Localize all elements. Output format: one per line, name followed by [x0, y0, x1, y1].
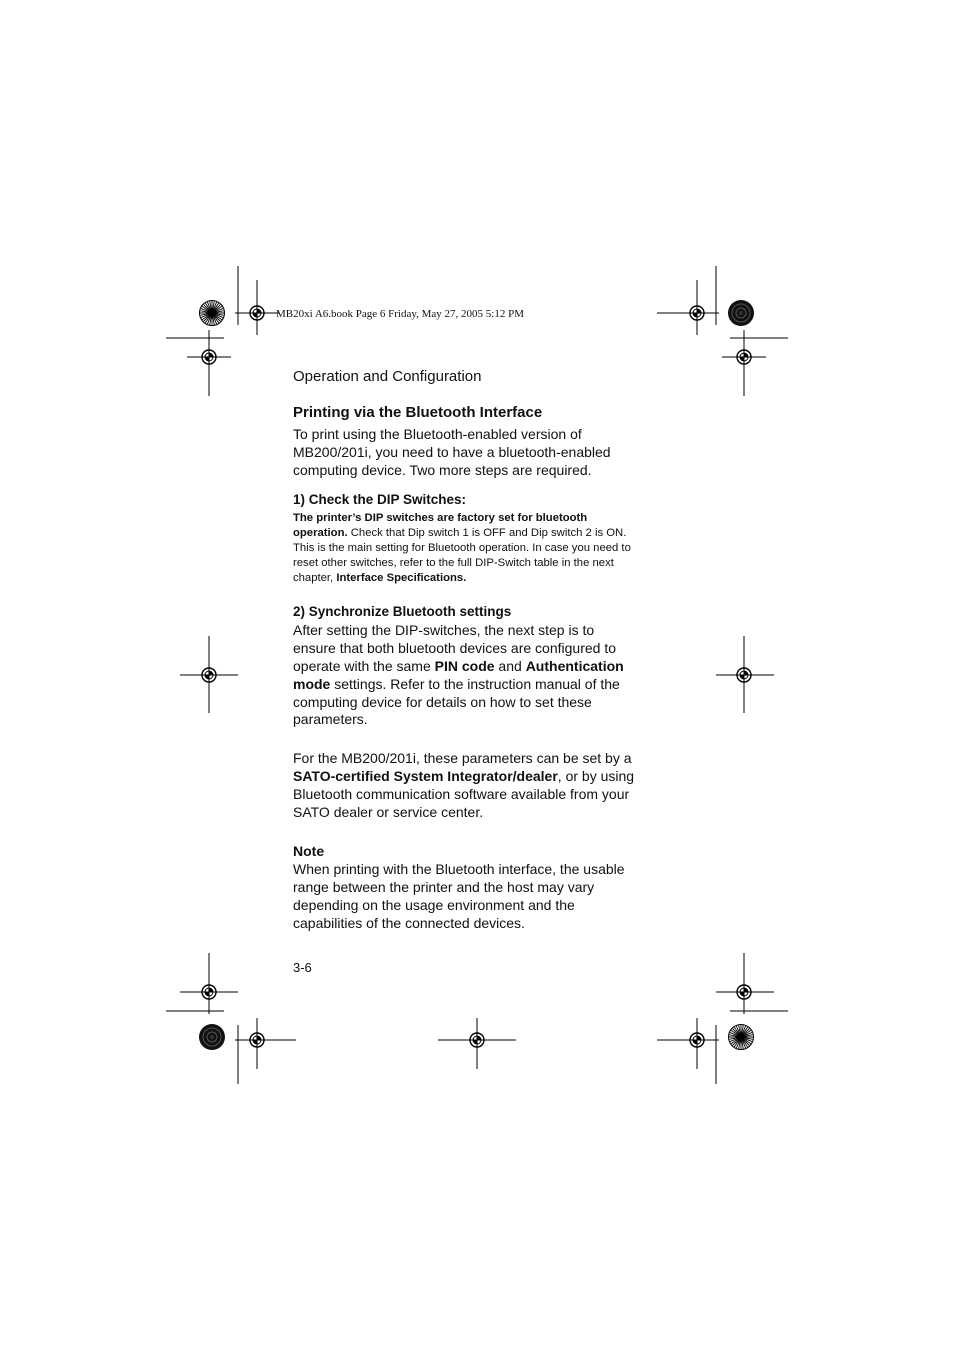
- slug-line: MB20xi A6.book Page 6 Friday, May 27, 2005 5:12 PM: [276, 308, 525, 320]
- note-title: Note: [293, 843, 325, 860]
- step2-paragraph: [293, 622, 638, 729]
- dealer-paragraph: [293, 750, 638, 821]
- step2-bold-auth: Authentication mode: [293, 657, 624, 692]
- dealer-text-a: For the MB200/201i, these parameters can be set by a: [293, 750, 632, 767]
- page-content: [293, 367, 638, 933]
- step1-bold-lead: The printer’s DIP switches are factory set for bluetooth operation.: [293, 512, 588, 540]
- step2-text-b: settings. Refer to the instruction manual of the computing device for details on how to set these parameters.: [293, 675, 620, 728]
- step2-title: 2) Synchronize Bluetooth settings: [293, 604, 512, 620]
- step1-bold-ref: Interface Specifications.: [336, 572, 467, 585]
- intro-paragraph: To print using the Bluetooth-enabled version of MB200/201i, you need to have a bluetooth-enabled computing device. Two more steps are required.: [293, 426, 611, 478]
- section-heading: Printing via the Bluetooth Interface: [293, 404, 543, 421]
- section-header: Operation and Configuration: [293, 368, 482, 385]
- step2-bold-pin: PIN code: [434, 657, 495, 674]
- step2-text-a: After setting the DIP-switches, the next step is to ensure that both bluetooth devices are configured to operate with the same: [293, 622, 616, 674]
- page-number: 3-6: [293, 960, 312, 975]
- step2-text-and: and: [494, 657, 526, 674]
- note-paragraph: When printing with the Bluetooth interface, the usable range between the printer and the host may vary depending on the usage environment and the capabilities of the connected devices.: [293, 861, 625, 931]
- step1-text: Check that Dip switch 1 is OFF and Dip switch 2 is ON. This is the main setting for Bluetooth operation. In case you need to reset other switches, refer to the full DIP-Switch table in the next chapter,: [293, 527, 631, 585]
- step1-title: 1) Check the DIP Switches:: [293, 492, 467, 508]
- dealer-bold: SATO-certified System Integrator/dealer: [293, 767, 558, 784]
- step1-paragraph: [293, 511, 638, 586]
- dealer-text-b: , or by using Bluetooth communication software available from your SATO dealer or service center.: [293, 767, 635, 820]
